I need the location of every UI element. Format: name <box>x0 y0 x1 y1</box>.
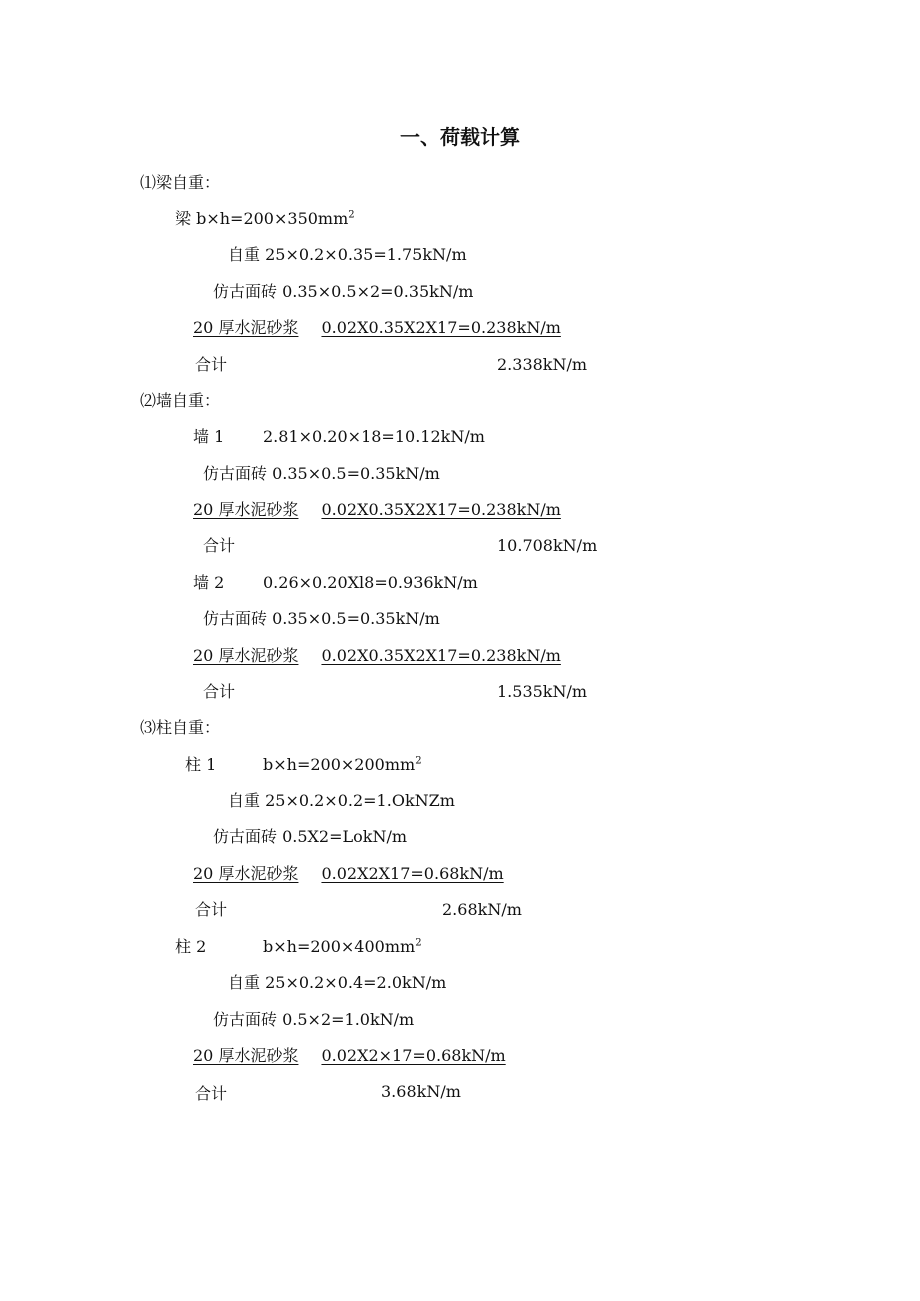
wall2-brick-weight: 仿古面砖 0.35×0.5=0.35kN∕m <box>203 609 440 628</box>
column2-total-label: 合计 <box>195 1084 228 1103</box>
column1-total-label: 合计 <box>195 900 228 919</box>
column1-brick-weight: 仿古面砖 0.5X2=LokN/m <box>213 827 408 846</box>
column2-dimensions-text: b×h=200×400mm <box>263 937 416 956</box>
page-title: 一、荷载计算 <box>400 125 520 149</box>
column1-dimensions-text: b×h=200×200mm <box>263 755 416 774</box>
wall2-total-value: 1.535kN∕m <box>497 682 588 701</box>
column1-mortar-label: 20 厚水泥砂浆 <box>193 864 299 883</box>
wall1-value: 2.81×0.20×18=10.12kN∕m <box>263 427 485 446</box>
column2-mortar-row <box>193 1046 506 1066</box>
column2-self-weight: 自重 25×0.2×0.4=2.0kN∕m <box>228 973 447 992</box>
column1-self-weight: 自重 25×0.2×0.2=1.OkNZm <box>228 791 455 810</box>
wall2-mortar-row <box>193 646 561 666</box>
wall2-mortar-value: 0.02X0.35X2X17=0.238kN∕m <box>321 646 561 665</box>
wall1-brick-weight: 仿古面砖 0.35×0.5=0.35kN∕m <box>203 464 440 483</box>
wall1-total-label: 合计 <box>203 536 236 555</box>
wall1-mortar-label: 20 厚水泥砂浆 <box>193 500 299 519</box>
beam-mortar-row <box>193 318 561 338</box>
column2-dimensions-exponent: 2 <box>415 937 422 949</box>
wall1-mortar-row <box>193 500 561 520</box>
beam-dimensions-text: 梁 b×h=200×350mm <box>175 209 349 228</box>
column1-total-value: 2.68kN/m <box>442 900 522 919</box>
column2-total-value: 3.68kN/m <box>381 1082 461 1101</box>
column2-brick-weight: 仿古面砖 0.5×2=1.0kN∕m <box>213 1010 415 1029</box>
section-heading-wall: ⑵墙自重： <box>140 391 221 410</box>
section-heading-beam: ⑴梁自重： <box>140 173 221 192</box>
beam-brick-weight: 仿古面砖 0.35×0.5×2=0.35kN∕m <box>213 282 474 301</box>
column1-dimensions-exponent: 2 <box>415 755 422 767</box>
column1-dimensions <box>263 755 422 775</box>
wall1-total-value: 10.708kN∕m <box>497 536 598 555</box>
beam-dimensions-exponent: 2 <box>348 209 355 221</box>
wall2-value: 0.26×0.20Xl8=0.936kN∕m <box>263 573 478 592</box>
beam-mortar-label: 20 厚水泥砂浆 <box>193 318 299 337</box>
section-heading-column: ⑶柱自重： <box>140 718 221 737</box>
beam-self-weight: 自重 25×0.2×0.35=1.75kN∕m <box>228 245 467 264</box>
beam-dimensions <box>175 209 355 229</box>
column1-mortar-value: 0.02X2X17=0.68kN∕m <box>321 864 504 883</box>
wall1-mortar-value: 0.02X0.35X2X17=0.238kN∕m <box>321 500 561 519</box>
column2-label: 柱 2 <box>175 937 207 956</box>
column2-mortar-label: 20 厚水泥砂浆 <box>193 1046 299 1065</box>
column2-mortar-value: 0.02X2×17=0.68kN∕m <box>321 1046 506 1065</box>
beam-total-value: 2.338kN/m <box>497 355 588 374</box>
beam-total-label: 合计 <box>195 355 228 374</box>
wall2-mortar-label: 20 厚水泥砂浆 <box>193 646 299 665</box>
beam-mortar-value: 0.02X0.35X2X17=0.238kN∕m <box>321 318 561 337</box>
wall1-label: 墙 1 <box>193 427 225 446</box>
column1-mortar-row <box>193 864 504 884</box>
wall2-label: 墙 2 <box>193 573 225 592</box>
wall2-total-label: 合计 <box>203 682 236 701</box>
column1-label: 柱 1 <box>185 755 217 774</box>
column2-dimensions <box>263 937 422 957</box>
